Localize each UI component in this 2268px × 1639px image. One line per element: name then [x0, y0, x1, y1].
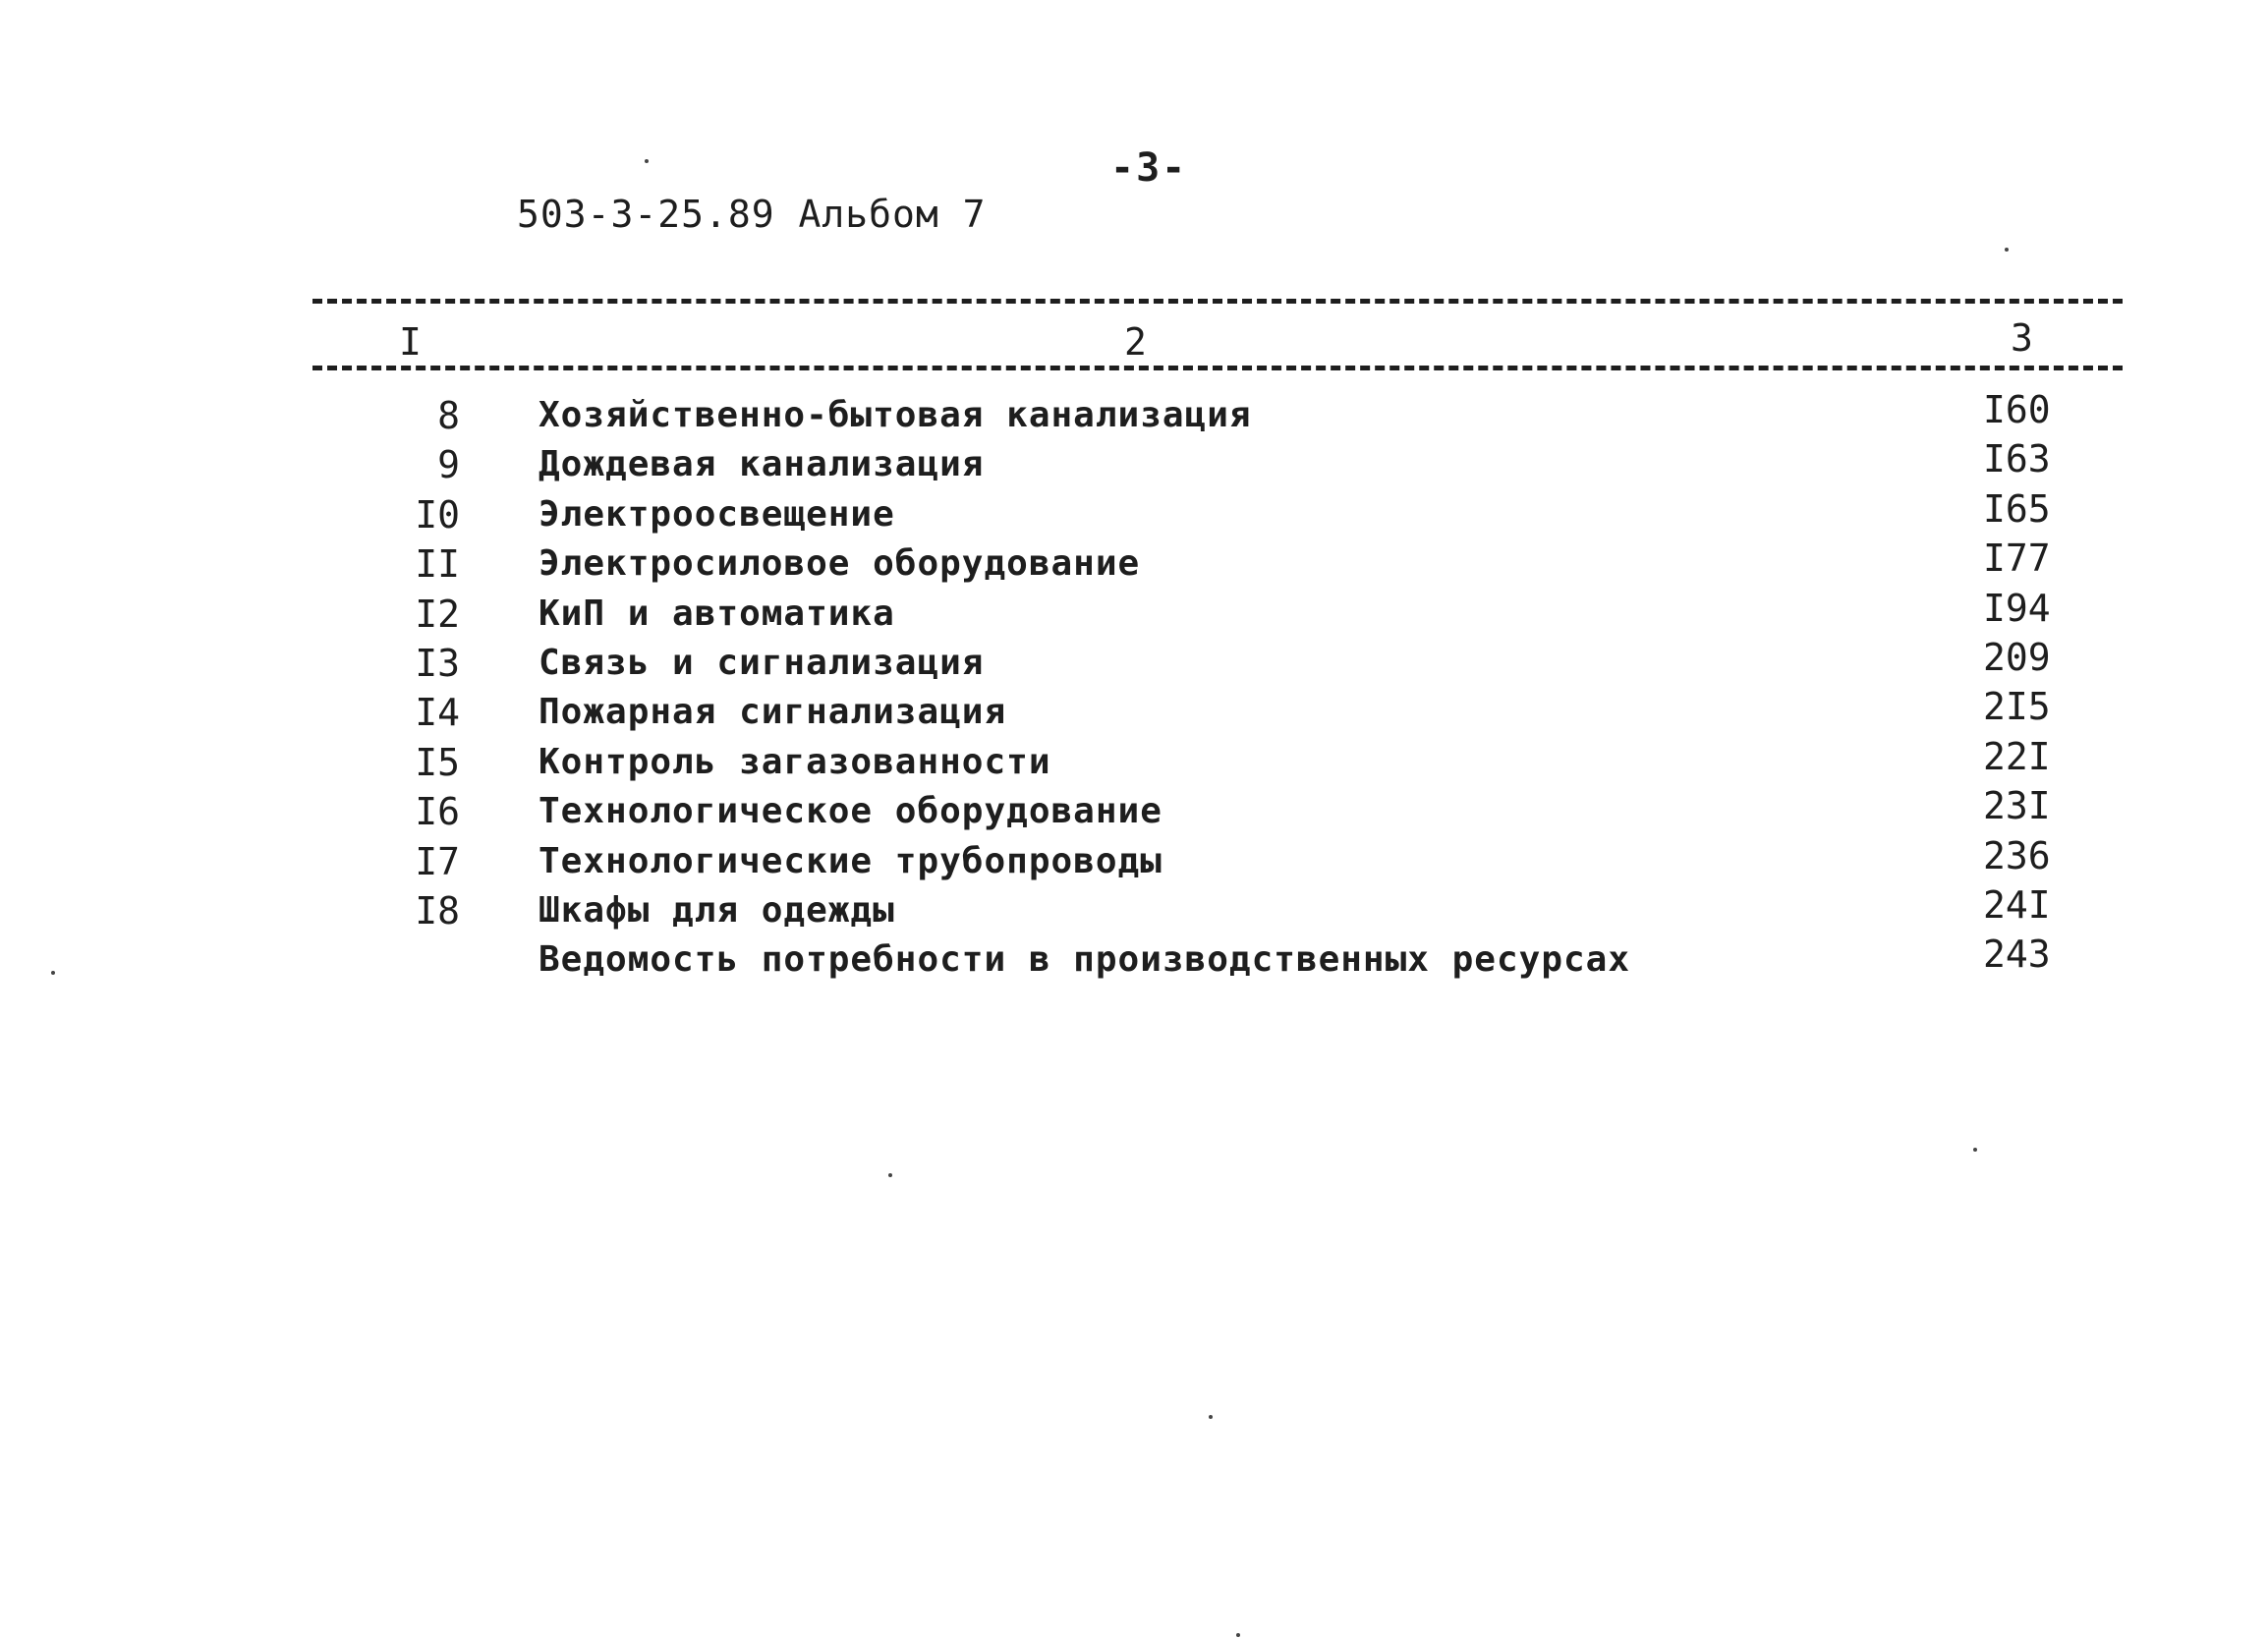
- row-title: Шкафы для одежды: [539, 889, 895, 931]
- table-row: [312, 388, 2123, 440]
- row-title: Дождевая канализация: [539, 444, 985, 485]
- scan-speck: [1209, 1415, 1213, 1419]
- row-title: Ведомость потребности в производственных ресурсах: [539, 939, 1631, 981]
- row-number: I7: [415, 839, 460, 883]
- table-row: [312, 833, 2123, 886]
- row-number: I3: [415, 641, 460, 685]
- column-header-title: 2: [1118, 320, 1153, 364]
- row-page: 243: [1983, 933, 2051, 977]
- row-number: I6: [415, 790, 460, 834]
- table-row: [312, 734, 2123, 787]
- row-page: 236: [1983, 833, 2051, 877]
- scan-speck: [1973, 1148, 1977, 1152]
- table-header-rule: [312, 366, 2123, 370]
- row-title: Связь и сигнализация: [539, 642, 985, 683]
- row-number: I5: [415, 740, 460, 784]
- table-row: [312, 935, 2123, 985]
- table-top-rule: [312, 299, 2123, 304]
- table-row: [312, 437, 2123, 489]
- table-row: [312, 486, 2123, 539]
- row-page: I60: [1983, 388, 2051, 431]
- column-header-page: 3: [2005, 316, 2039, 360]
- row-page: I65: [1983, 486, 2051, 531]
- row-number: I8: [415, 888, 460, 933]
- row-page: I94: [1983, 586, 2051, 630]
- row-page: I63: [1983, 437, 2051, 481]
- table-row: [312, 685, 2123, 737]
- row-title: Технологическое оборудование: [539, 791, 1162, 832]
- row-title: Контроль загазованности: [539, 741, 1051, 782]
- column-header-number: I: [393, 320, 427, 364]
- table-row: [312, 882, 2123, 935]
- document-code: 503-3-25.89 Альбом 7: [517, 193, 987, 236]
- page-number: -3-: [1110, 145, 1188, 191]
- table-row: [312, 784, 2123, 836]
- row-page: 23I: [1983, 784, 2051, 828]
- table-row: [312, 586, 2123, 639]
- row-page: 24I: [1983, 882, 2051, 927]
- row-title: Электроосвещение: [539, 493, 895, 535]
- row-title: Хозяйственно-бытовая канализация: [539, 395, 1252, 435]
- row-number: I0: [415, 492, 460, 537]
- row-number: I4: [415, 691, 460, 735]
- table-row: [312, 539, 2123, 589]
- row-page: 22I: [1983, 734, 2051, 778]
- table-of-contents: [312, 388, 2123, 986]
- row-title: Технологические трубопроводы: [539, 840, 1162, 881]
- row-title: КиП и автоматика: [539, 593, 895, 634]
- scan-speck: [645, 159, 649, 163]
- row-number: I2: [415, 592, 460, 636]
- scan-speck: [1236, 1633, 1240, 1637]
- table-row: [312, 635, 2123, 688]
- row-page: I77: [1983, 537, 2051, 581]
- row-title: Электросиловое оборудование: [539, 543, 1141, 585]
- row-page: 2I5: [1983, 685, 2051, 729]
- scan-speck: [51, 971, 55, 975]
- row-page: 209: [1983, 635, 2051, 679]
- scan-speck: [888, 1173, 892, 1177]
- scan-speck: [2005, 248, 2009, 252]
- row-number: 8: [437, 394, 460, 437]
- row-title: Пожарная сигнализация: [539, 692, 1007, 733]
- row-number: 9: [437, 443, 460, 487]
- row-number: II: [415, 542, 460, 587]
